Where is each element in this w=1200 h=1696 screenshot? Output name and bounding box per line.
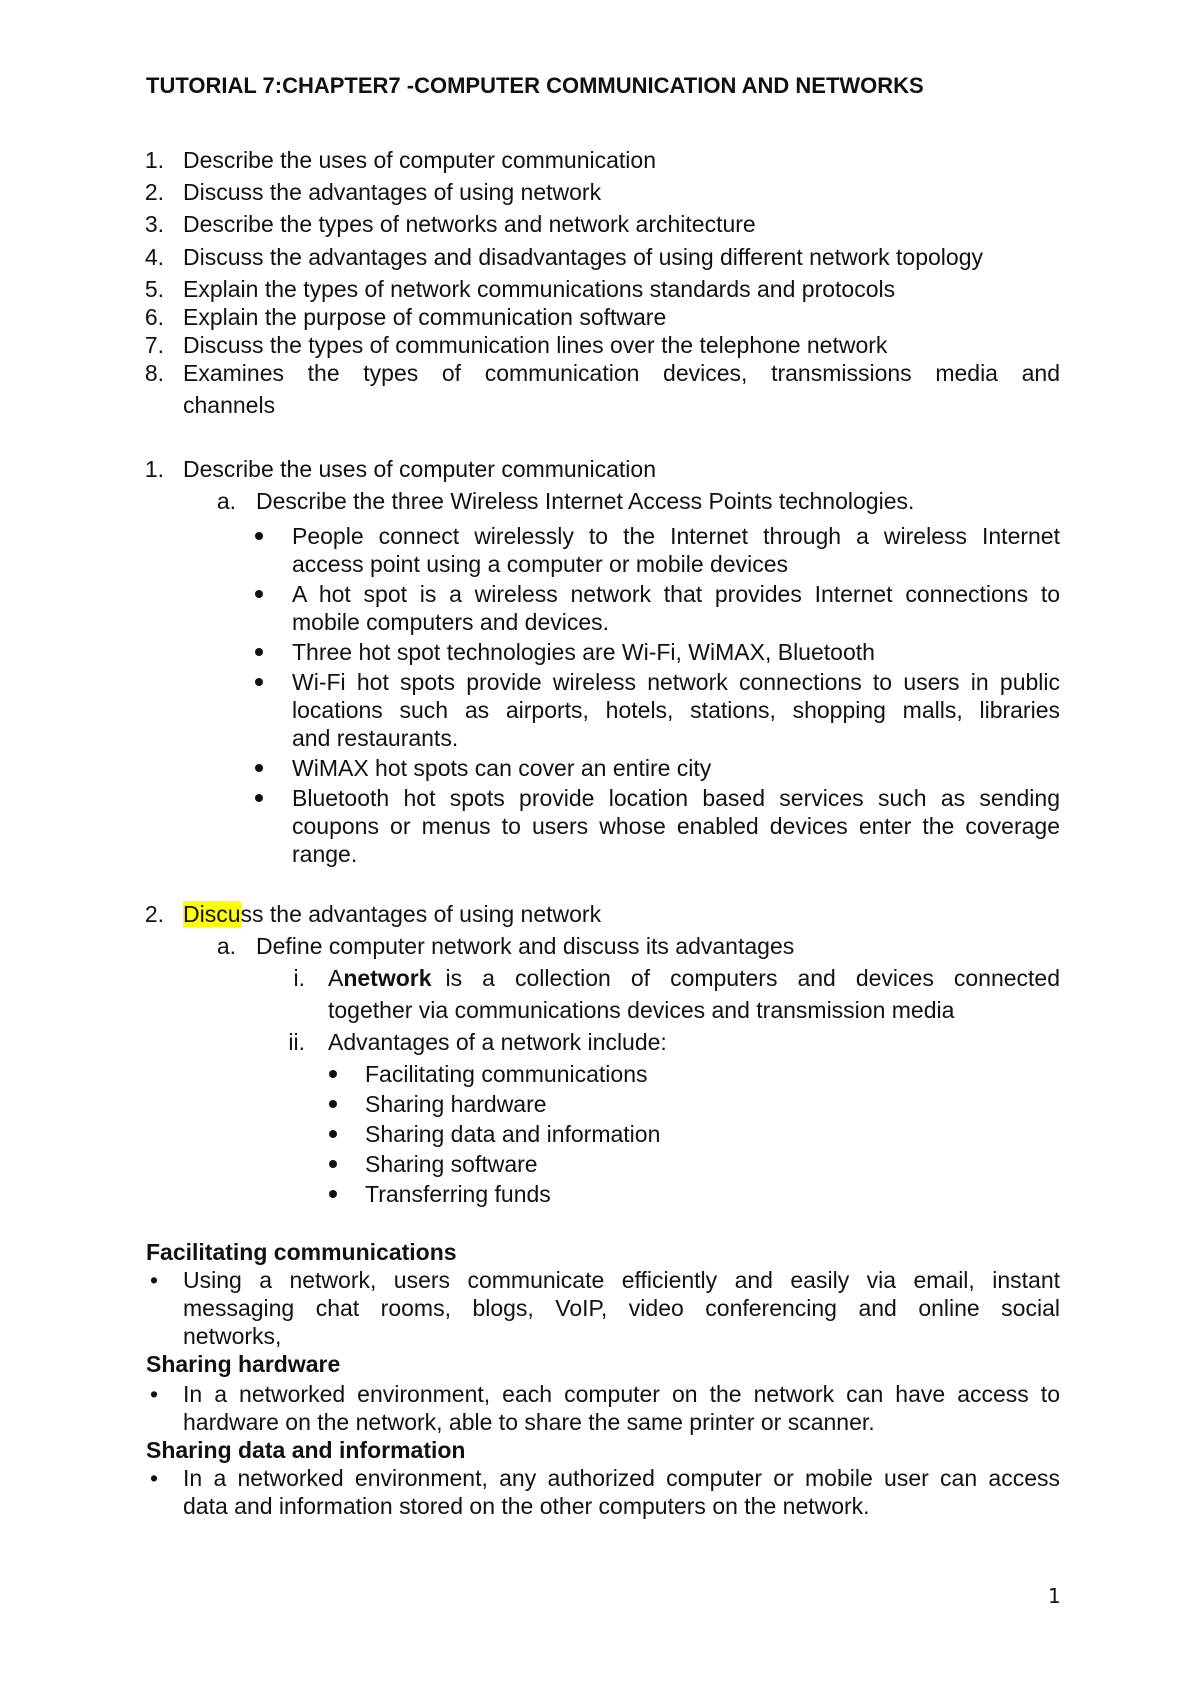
definition-term: network — [343, 965, 432, 991]
sub-heading: Describe the three Wireless Internet Access Points technologies. — [256, 488, 915, 514]
bullet-icon — [329, 1160, 337, 1168]
page-number: 1 — [1048, 1584, 1061, 1608]
objective-text-continued: channels — [183, 392, 276, 418]
objective-text: Discuss the types of communication lines over the telephone network — [183, 332, 888, 358]
objective-number: 5. — [144, 276, 164, 302]
definition-line — [328, 964, 1060, 992]
bullet-text: coupons or menus to users whose enabled devices enter the coverage — [292, 813, 1060, 839]
bullet-text: Bluetooth hot spots provide location based services such as sending — [292, 785, 1060, 811]
roman-numeral: i. — [293, 965, 305, 991]
detail-heading: Facilitating communications — [146, 1239, 457, 1265]
detail-text: hardware on the network, able to share the same printer or scanner. — [183, 1409, 875, 1435]
document-title: TUTORIAL 7:CHAPTER7 -COMPUTER COMMUNICATION AND NETWORKS — [146, 73, 924, 98]
bullet-text: access point using a computer or mobile devices — [292, 551, 789, 577]
objective-number: 3. — [144, 211, 164, 237]
objective-number: 7. — [144, 332, 164, 358]
bullet-icon — [255, 648, 263, 656]
definition-text: is a collection of computers and devices connected — [445, 965, 1060, 991]
advantage-item: Sharing data and information — [365, 1121, 661, 1147]
bullet-text: locations such as airports, hotels, stations, shopping malls, libraries — [292, 697, 1060, 723]
section-number: 2. — [144, 901, 164, 927]
advantage-item: Sharing software — [365, 1151, 538, 1177]
detail-text: In a networked environment, each computer on the network can have access to — [183, 1381, 1060, 1407]
definition-prefix: A — [328, 965, 344, 991]
bullet-icon — [255, 764, 263, 772]
objective-text: Discuss the advantages and disadvantages of using different network topology — [183, 244, 983, 270]
bullet-icon — [329, 1190, 337, 1198]
roman-numeral: ii. — [288, 1029, 305, 1055]
objective-text: Discuss the advantages of using network — [183, 179, 602, 205]
bullet-text: Wi-Fi hot spots provide wireless network connections to users in public — [292, 669, 1060, 695]
sub-heading: Define computer network and discuss its advantages — [256, 933, 795, 959]
bullet-icon — [255, 794, 263, 802]
advantage-item: Transferring funds — [365, 1181, 551, 1207]
detail-bullet: • — [150, 1381, 159, 1407]
objective-text: Explain the types of network communications standards and protocols — [183, 276, 896, 302]
section-heading-rest: ss the advantages of using network — [240, 901, 602, 927]
highlighted-text: Discu — [183, 901, 241, 927]
detail-heading: Sharing data and information — [146, 1437, 466, 1463]
objective-text: Describe the types of networks and network architecture — [183, 211, 756, 237]
section-heading — [183, 900, 601, 928]
bullet-text: range. — [292, 841, 358, 867]
detail-text: messaging chat rooms, blogs, VoIP, video conferencing and online social — [183, 1295, 1060, 1321]
sub-letter: a. — [216, 933, 236, 959]
section-number: 1. — [144, 456, 164, 482]
bullet-text: and restaurants. — [292, 725, 459, 751]
detail-bullet: • — [150, 1267, 159, 1293]
bullet-icon — [329, 1100, 337, 1108]
objective-text: Explain the purpose of communication software — [183, 304, 667, 330]
objective-text: Examines the types of communication devices, transmissions media and — [183, 360, 1060, 386]
objective-number: 2. — [144, 179, 164, 205]
sub-letter: a. — [216, 488, 236, 514]
bullet-icon — [329, 1070, 337, 1078]
bullet-text: A hot spot is a wireless network that provides Internet connections to — [292, 581, 1060, 607]
bullet-icon — [255, 590, 263, 598]
definition-text-continued: together via communications devices and transmission media — [328, 997, 955, 1023]
section-heading: Describe the uses of computer communication — [183, 456, 656, 482]
bullet-text: WiMAX hot spots can cover an entire city — [292, 755, 712, 781]
detail-text: In a networked environment, any authorized computer or mobile user can access — [183, 1465, 1060, 1491]
advantage-item: Facilitating communications — [365, 1061, 648, 1087]
detail-text: networks, — [183, 1323, 282, 1349]
advantages-intro: Advantages of a network include: — [328, 1029, 667, 1055]
detail-bullet: • — [150, 1465, 159, 1491]
objective-number: 1. — [144, 147, 164, 173]
bullet-text: Three hot spot technologies are Wi-Fi, WiMAX, Bluetooth — [292, 639, 875, 665]
objective-number: 4. — [144, 244, 164, 270]
objective-text: Describe the uses of computer communication — [183, 147, 656, 173]
objective-number: 8. — [144, 360, 164, 386]
bullet-icon — [329, 1130, 337, 1138]
bullet-text: mobile computers and devices. — [292, 609, 610, 635]
detail-text: Using a network, users communicate efficiently and easily via email, instant — [183, 1267, 1060, 1293]
bullet-icon — [255, 678, 263, 686]
bullet-icon — [255, 532, 263, 540]
detail-heading: Sharing hardware — [146, 1351, 341, 1377]
advantage-item: Sharing hardware — [365, 1091, 547, 1117]
objective-number: 6. — [144, 304, 164, 330]
bullet-text: People connect wirelessly to the Internet through a wireless Internet — [292, 523, 1060, 549]
detail-text: data and information stored on the other computers on the network. — [183, 1493, 870, 1519]
